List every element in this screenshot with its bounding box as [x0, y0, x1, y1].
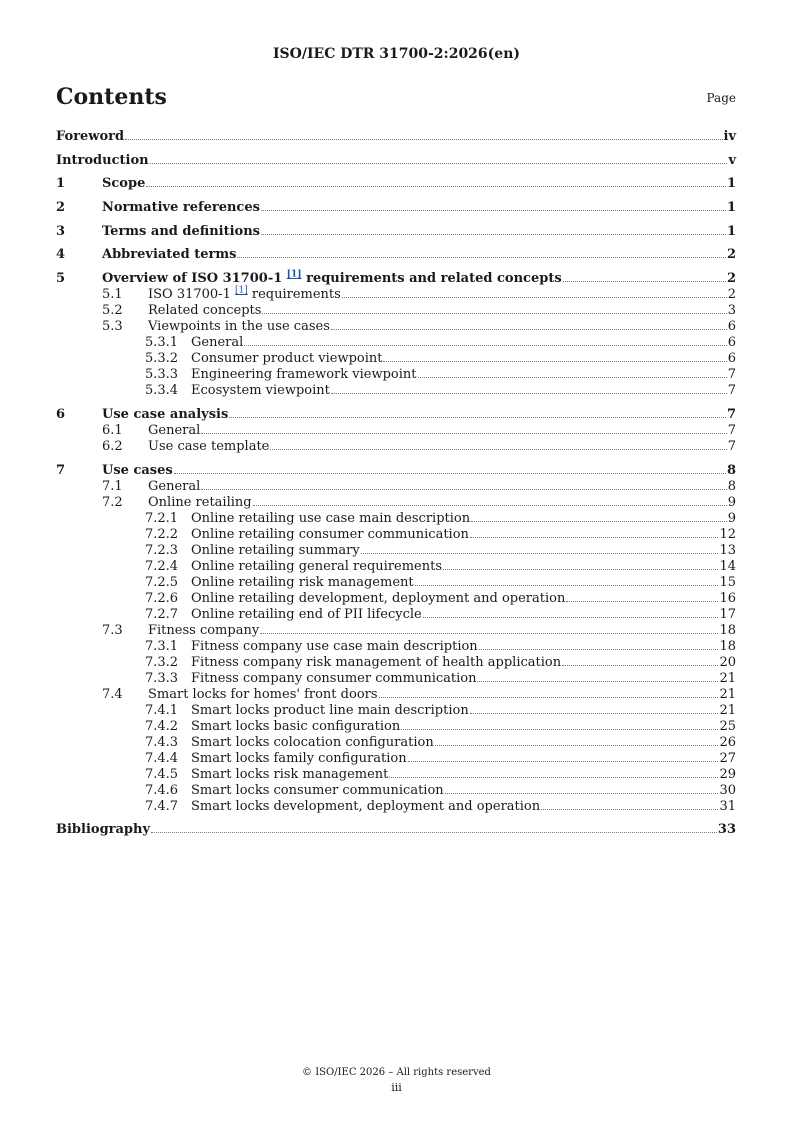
toc-entry-7-2-2[interactable]: 7.2.2 Online retailing consumer communication 12 [145, 526, 736, 542]
page-column-label: Page [706, 91, 736, 105]
toc-entry-5-3-3[interactable]: 5.3.3 Engineering framework viewpoint 7 [145, 367, 736, 383]
toc-entry-5-3[interactable]: 5.3 Viewpoints in the use cases 6 [102, 319, 736, 335]
toc-entry-7-3-2[interactable]: 7.3.2 Fitness company risk management of health application 20 [145, 654, 736, 670]
toc-entry-6-2[interactable]: 6.2 Use case template 7 [102, 438, 736, 454]
toc-entry-foreword[interactable]: Foreword iv [56, 129, 736, 144]
toc-entry-7-2-7[interactable]: 7.2.7 Online retailing end of PII lifecycle 17 [145, 606, 736, 622]
toc-entry-4[interactable]: 4 Abbreviated terms 2 [56, 247, 736, 263]
toc-entry-5-3-2[interactable]: 5.3.2 Consumer product viewpoint 6 [145, 351, 736, 367]
toc-entry-7-3-3[interactable]: 7.3.3 Fitness company consumer communication 21 [145, 670, 736, 686]
toc-entry-5-1[interactable]: 5.1 ISO 31700-1 [1] requirements 2 [102, 285, 736, 303]
reference-link[interactable]: [1] [234, 285, 248, 296]
page-number: iii [391, 1081, 402, 1094]
document-id-header: ISO/IEC DTR 31700-2:2026(en) [273, 46, 520, 62]
toc-entry-5-3-4[interactable]: 5.3.4 Ecosystem viewpoint 7 [145, 383, 736, 399]
toc-entry-7[interactable]: 7 Use cases 8 [56, 462, 736, 478]
toc-entry-6[interactable]: 6 Use case analysis 7 [56, 406, 736, 422]
toc-entry-7-4-5[interactable]: 7.4.5 Smart locks risk management 29 [145, 766, 736, 782]
toc-entry-7-4-2[interactable]: 7.4.2 Smart locks basic configuration 25 [145, 718, 736, 734]
toc-entry-7-4-7[interactable]: 7.4.7 Smart locks development, deployment and operation 31 [145, 798, 736, 814]
toc-entry-bibliography[interactable]: Bibliography 33 [56, 822, 736, 838]
toc-entry-7-2-4[interactable]: 7.2.4 Online retailing general requirements 14 [145, 558, 736, 574]
toc-entry-7-2-5[interactable]: 7.2.5 Online retailing risk management 15 [145, 574, 736, 590]
toc-entry-introduction[interactable]: Introduction v [56, 152, 736, 168]
toc-entry-7-4-4[interactable]: 7.4.4 Smart locks family configuration 27 [145, 750, 736, 766]
copyright-notice: © ISO/IEC 2026 – All rights reserved [302, 1067, 491, 1078]
toc-entry-7-4[interactable]: 7.4 Smart locks for homes' front doors 21 [102, 686, 736, 702]
toc-entry-7-2-1[interactable]: 7.2.1 Online retailing use case main description 9 [145, 510, 736, 526]
toc-entry-7-1[interactable]: 7.1 General 8 [102, 478, 736, 494]
toc-entry-3[interactable]: 3 Terms and definitions 1 [56, 223, 736, 239]
toc-entry-7-3-1[interactable]: 7.3.1 Fitness company use case main description 18 [145, 638, 736, 654]
toc-entry-7-4-6[interactable]: 7.4.6 Smart locks consumer communication 30 [145, 782, 736, 798]
toc-entry-5-2[interactable]: 5.2 Related concepts 3 [102, 303, 736, 319]
toc-entry-1[interactable]: 1 Scope 1 [56, 176, 736, 192]
reference-link[interactable]: [1] [286, 269, 302, 280]
toc-entry-7-2-3[interactable]: 7.2.3 Online retailing summary 13 [145, 542, 736, 558]
toc-entry-7-4-3[interactable]: 7.4.3 Smart locks colocation configuration 26 [145, 734, 736, 750]
toc-entry-7-2-6[interactable]: 7.2.6 Online retailing development, deployment and operation 16 [145, 590, 736, 606]
toc-entry-7-4-1[interactable]: 7.4.1 Smart locks product line main description 21 [145, 702, 736, 718]
toc-entry-7-2[interactable]: 7.2 Online retailing 9 [102, 494, 736, 510]
contents-title: Contents [56, 84, 167, 110]
toc-entry-5-3-1[interactable]: 5.3.1 General 6 [145, 335, 736, 351]
toc-entry-5[interactable]: 5 Overview of ISO 31700-1 [1] requirements and related concepts 2 [56, 269, 736, 287]
toc-entry-6-1[interactable]: 6.1 General 7 [102, 422, 736, 438]
toc-entry-2[interactable]: 2 Normative references 1 [56, 200, 736, 216]
toc-entry-7-3[interactable]: 7.3 Fitness company 18 [102, 622, 736, 638]
page-footer [0, 1067, 793, 1094]
table-of-contents [56, 128, 736, 838]
